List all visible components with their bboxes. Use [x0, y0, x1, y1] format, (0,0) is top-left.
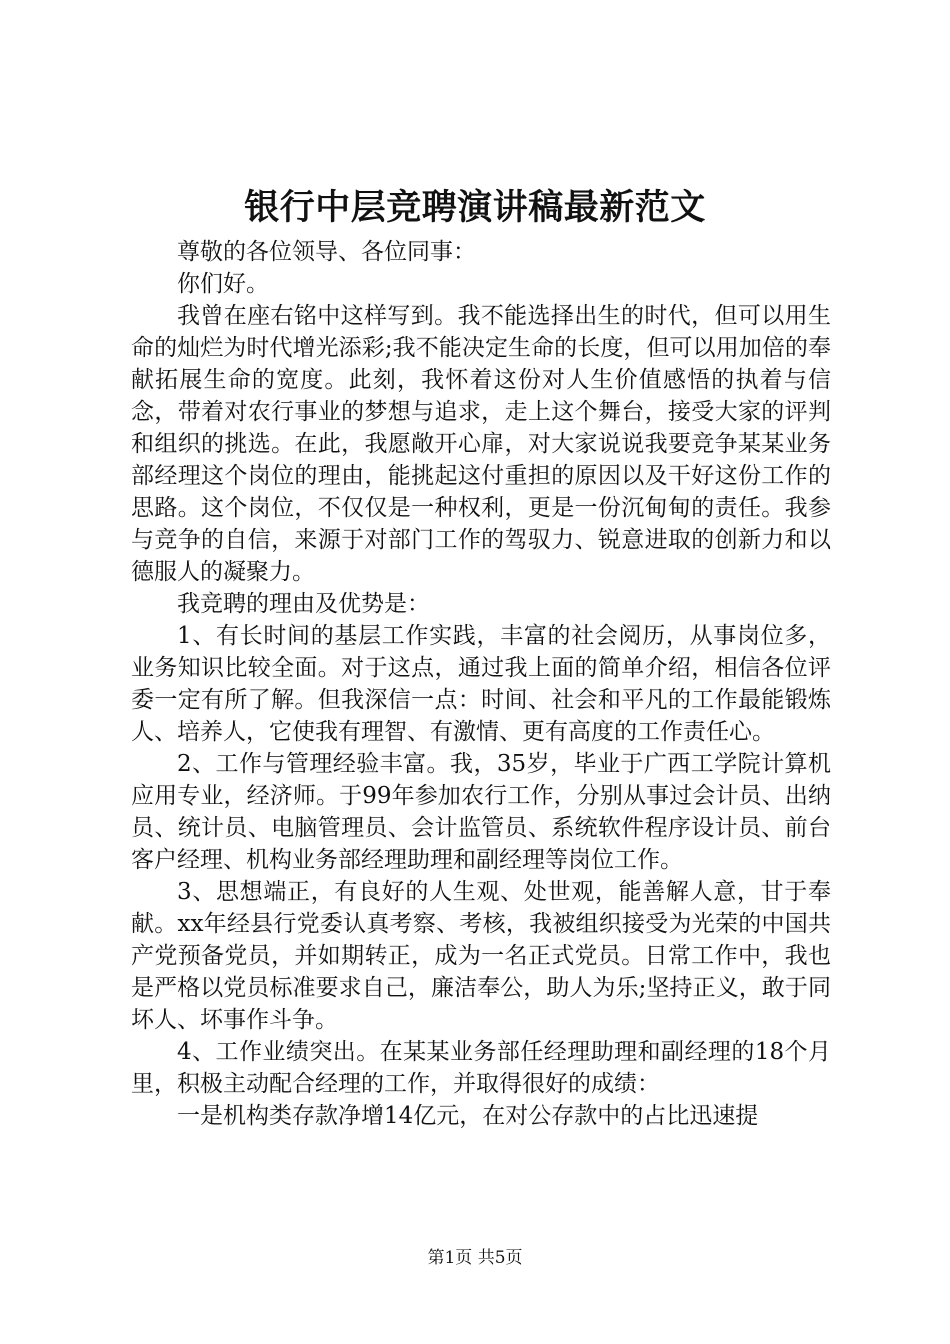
- page-footer: 第1页 共5页: [427, 1248, 523, 1268]
- paragraph-reason-1: 1、有长时间的基层工作实践，丰富的社会阅历，从事岗位多，业务知识比较全面。对于这点，通过我上面的简单介绍，相信各位评委一定有所了解。但我深信一点：时间、社会和平凡的工作最能锻炼人、培养人，它使我有理智、有激情、更有高度的工作责任心。: [131, 623, 831, 745]
- document-body: [131, 236, 831, 1132]
- paragraph-reason-2: 2、工作与管理经验丰富。我，35岁，毕业于广西工学院计算机应用专业，经济师。于99年参加农行工作，分别从事过会计员、出纳员、统计员、电脑管理员、会计监管员、系统软件程序设计员、前台客户经理、机构业务部经理助理和副经理等岗位工作。: [131, 751, 831, 873]
- paragraph-reason-3: 3、思想端正，有良好的人生观、处世观，能善解人意，甘于奉献。xx年经县行党委认真考察、考核，我被组织接受为光荣的中国共产党预备党员，并如期转正，成为一名正式党员。日常工作中，我也是严格以党员标准要求自己，廉洁奉公，助人为乐;坚持正义，敢于同坏人、坏事作斗争。: [131, 879, 831, 1033]
- greeting: 你们好。: [177, 271, 269, 297]
- paragraph-intro: 我曾在座右铭中这样写到。我不能选择出生的时代，但可以用生命的灿烂为时代增光添彩;我不能决定生命的长度，但可以用加倍的奉献拓展生命的宽度。此刻，我怀着这份对人生价值感悟的执着与信念，带着对农行事业的梦想与追求，走上这个舞台，接受大家的评判和组织的挑选。在此，我愿敞开心扉，对大家说说我要竞争某某业务部经理这个岗位的理由，能挑起这付重担的原因以及干好这份工作的思路。这个岗位，不仅仅是一种权利，更是一份沉甸甸的责任。我参与竞争的自信，来源于对部门工作的驾驭力、锐意进取的创新力和以德服人的凝聚力。: [131, 303, 831, 585]
- paragraph-reasons-heading: 我竞聘的理由及优势是：: [177, 591, 430, 617]
- document-title: 银行中层竞聘演讲稿最新范文: [244, 187, 706, 228]
- paragraph-achievement-1: 一是机构类存款净增14亿元，在对公存款中的占比迅速提: [177, 1103, 759, 1129]
- salutation: 尊敬的各位领导、各位同事：: [177, 239, 476, 265]
- paragraph-reason-4: 4、工作业绩突出。在某某业务部任经理助理和副经理的18个月里，积极主动配合经理的工作，并取得很好的成绩：: [131, 1039, 831, 1097]
